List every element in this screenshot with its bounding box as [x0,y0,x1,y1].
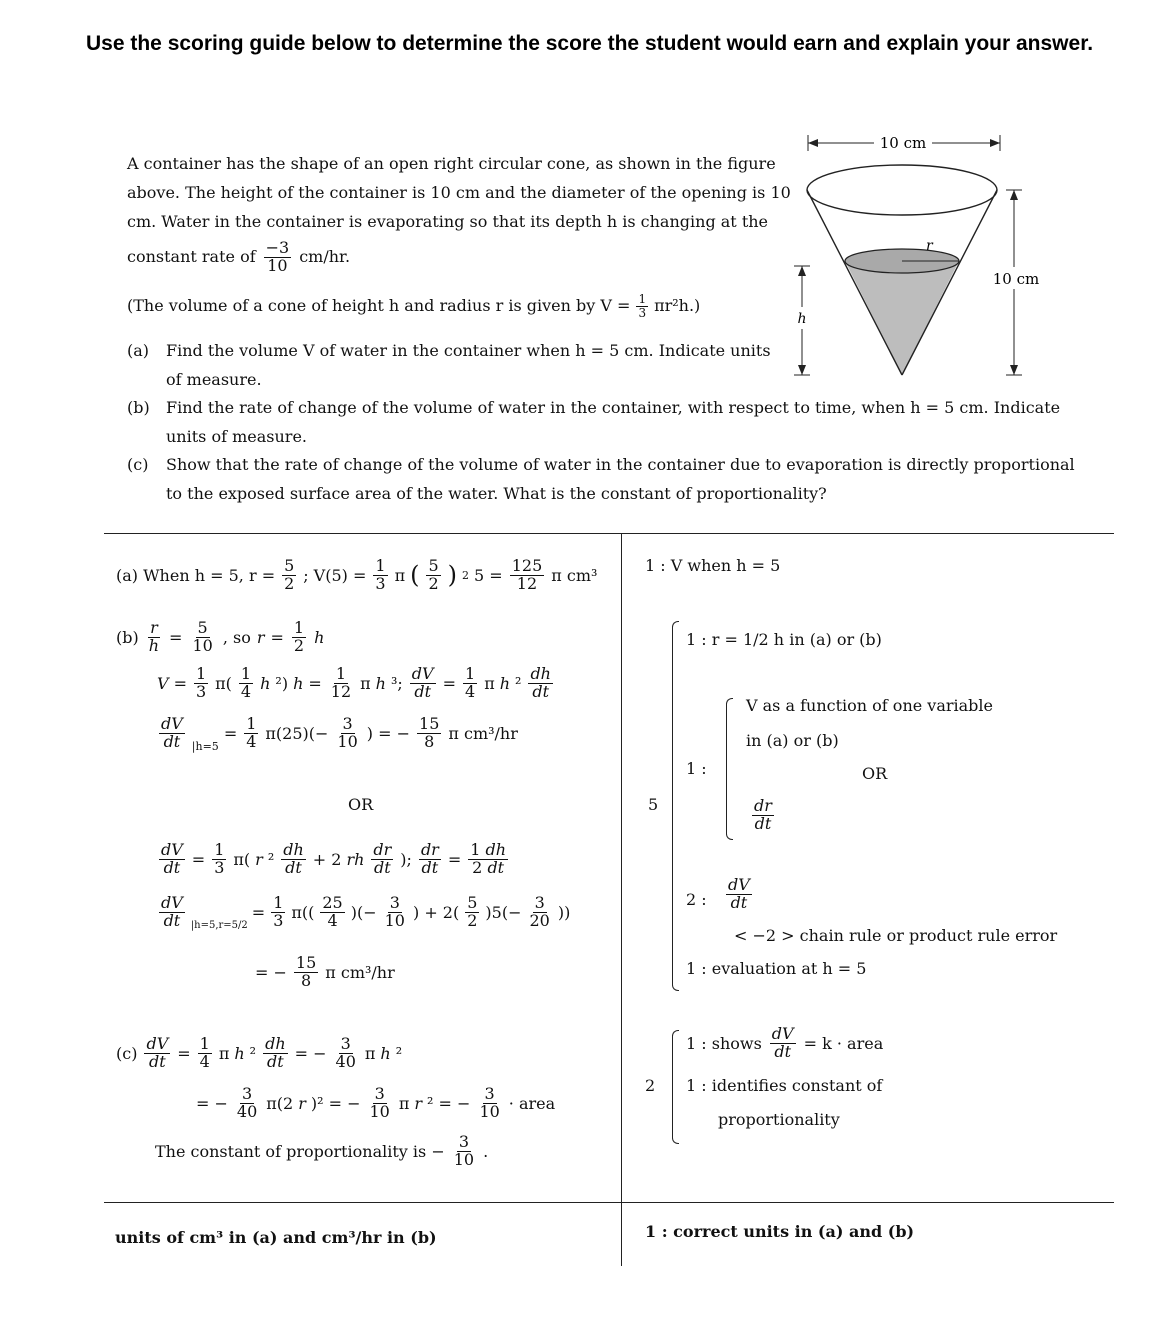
part-c-line-1: Show that the rate of change of the volume of water in the container due to evaporation is directly proportional [166,455,1075,474]
volume-note [127,292,700,321]
rubric-b-error: < −2 > chain rule or product rule error [734,926,1058,945]
solution-a-r: $\frac{5}{2}$ [284,556,295,593]
side-arrow-bottom [1010,365,1018,375]
rubric-c-brace [672,1030,679,1144]
cone-rim [807,165,997,215]
problem-intro-3: cm. Water in the container is evaporating so that its depth h is changing at the [127,212,769,231]
top-label: 10 cm [879,134,927,152]
rubric-b-func-2: in (a) or (b) [746,731,839,750]
rubric-b-or: OR [862,764,888,783]
table-bottom-rule [104,1202,1114,1203]
rate-prefix: constant rate of [127,247,256,267]
part-a-line-2: of measure. [166,370,262,389]
rate-unit: cm/hr. [299,247,351,267]
part-a-label: (a) [127,341,150,360]
rubric-b-func-1: V as a function of one variable [746,696,994,715]
h-arrow-top [798,266,806,276]
rubric-c-identifies: 1 : identifies constant of [686,1076,883,1095]
volume-note-frac: $\frac{1}{3}$ [638,292,647,320]
rubric-c-shows-suffix: = k · area [803,1033,884,1053]
cone-figure [790,125,1050,385]
top-arrow-right [990,139,1000,147]
volume-note-prefix: (The volume of a cone of height h and radius r is given by V = [127,296,631,315]
part-b-line-1: Find the rate of change of the volume of water in the container, with respect to time, when h = 5 cm. Indicate [166,398,1061,417]
solution-b-alt-3: = − $\frac{15}{8}$ π cm³/hr [255,953,395,990]
top-arrow-left [808,139,818,147]
rubric-b-one: 1 : [686,759,707,778]
rubric-c-total: 2 [645,1076,656,1095]
rubric-b-r: 1 : r = 1/2 h in (a) or (b) [686,630,882,649]
part-c-label: (c) [127,455,149,474]
rate-fraction [264,240,292,275]
rubric-units-point: 1 : correct units in (a) and (b) [645,1222,915,1241]
table-column-divider [621,533,622,1266]
part-b-label: (b) [127,398,150,417]
problem-intro-1: A container has the shape of an open right circular cone, as shown in the figure [127,154,776,173]
rubric-b-inner-brace [726,698,733,840]
solution-units-text: units of cm³ in (a) and cm³/hr in (b) [115,1228,437,1247]
solution-a-text: (a) When h = 5, r = [116,565,276,585]
volume-note-suffix: πr²h.) [654,296,701,315]
instruction-text: Use the scoring guide below to determine the score the student would earn and explain your answer. [86,32,1094,55]
solution-b-line-3: $\frac{dV}{dt}$ |h=5 = $\frac{1}{4}$ π(25)(− $\frac{3}{10}$ ) = − $\frac{15}{8}$ π cm³/hr [161,714,518,753]
part-a-line-1: Find the volume V of water in the container when h = 5 cm. Indicate units [166,341,771,360]
solution-b-line-1: (b) $\frac{r}{h}$ = $\frac{5}{10}$ , so r = $\frac{1}{2}$ h [116,618,325,655]
h-label: h [797,311,807,327]
problem-intro-2: above. The height of the container is 10 cm and the diameter of the opening is 10 [127,183,791,202]
solution-c-line-3: The constant of proportionality is − $\frac{3}{10}$ . [155,1132,489,1169]
part-c-line-2: to the exposed surface area of the water. What is the constant of proportionality? [166,484,827,503]
solution-a: (a) When h = 5, r = $\frac{5}{2}$ ; V(5) = $\frac{1}{3}$ π ( $\frac{5}{2}$ ) 2 5 = $\frac{125}{12}$ π cm³ [116,556,598,593]
rubric-c-shows: 1 : shows $\frac{dV}{dt}$ = k · area [686,1024,884,1061]
solution-or: OR [348,795,374,814]
solution-b-label: (b) [116,627,139,647]
solution-c-label: (c) [116,1043,138,1063]
table-top-rule [104,533,1114,534]
rubric-b-two: 2 : [686,890,707,909]
rate-den: 10 [267,255,288,275]
solution-c-line-1: (c) $\frac{dV}{dt}$ = $\frac{1}{4}$ π h ² $\frac{dh}{dt}$ = − $\frac{3}{40}$ π h ² [116,1034,403,1071]
rubric-b-eval: 1 : evaluation at h = 5 [686,959,867,978]
h-arrow-bottom [798,365,806,375]
rubric-a-point: 1 : V when h = 5 [645,556,781,575]
water-body [845,261,959,375]
solution-b-alt-1: $\frac{dV}{dt}$ = $\frac{1}{3}$ π( r ² $\frac{dh}{dt}$ + 2 rh $\frac{dr}{dt}$ ); $\frac{dr}{dt}$ = $\frac{1 dh}{2 dt}$ [161,840,507,877]
rubric-b-total: 5 [648,795,659,814]
problem-rate-line [127,240,350,275]
solution-b-alt-2: $\frac{dV}{dt}$ |h=5,r=5/2 = $\frac{1}{3}$ π(( $\frac{25}{4}$ )(− $\frac{3}{10}$ ) + 2( $\frac{5}{2}$ )5(− $\frac{3}{20}$ )) [161,893,571,931]
side-label: 10 cm [992,270,1040,288]
solution-b-line-2: V = $\frac{1}{3}$ π( $\frac{1}{4}$ h ²) h = $\frac{1}{12}$ π h ³; $\frac{dV}{dt}$ = $\frac{1}{4}$ π h ² $\frac{dh}{dt}$ [157,664,551,701]
rubric-b-drdt: $\frac{dr}{dt}$ [754,796,772,833]
solution-a-v: V(5) = [313,565,367,585]
rubric-b-dvdt: $\frac{dV}{dt}$ [728,875,750,912]
rubric-c-identifies-2: proportionality [718,1110,840,1129]
r-label: r [926,238,933,254]
rubric-c-shows-prefix: 1 : shows [686,1033,762,1053]
side-arrow-top [1010,190,1018,200]
rate-num: −3 [265,238,290,257]
part-b-line-2: units of measure. [166,427,307,446]
rubric-b-brace [672,621,679,991]
solution-c-line-2: = − $\frac{3}{40}$ π(2 r )² = − $\frac{3}{10}$ π r ² = − $\frac{3}{10}$ · area [196,1084,556,1121]
